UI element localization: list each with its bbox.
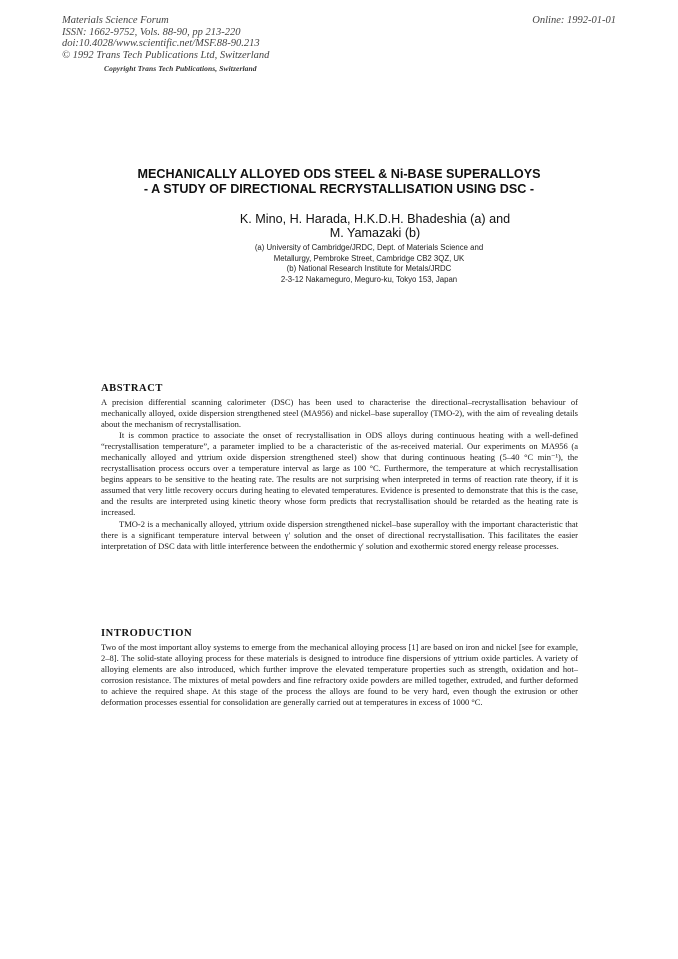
abstract-paragraph: TMO-2 is a mechanically alloyed, yttrium oxide dispersion strengthened nickel–base superalloy with the important characteristic that there is a significant temperature interval between γ′ solution and the onset of directional recrystallisation. This facilitates the easier interpretation of DSC data with little interference between the endothermic γ′ solution and exothermic stored energy release processes. <box>101 518 578 551</box>
abstract-paragraph: It is common practice to associate the onset of recrystallisation in ODS alloys during continuous heating with a well-defined “recrystallisation temperature”, a parameter implied to be a characteristic of the as-received material. Our experiments on MA956 (a mechanically alloyed and yttrium oxide dispersion strengthened steel) show that during continuous heating (5–40 °C min⁻¹), the recrystallisation process occurs over a temperature interval as large as 100 °C. Furthermore, the temperature at which recrystallisation begins appears to be sensitive to the heating rate. The results are not surprising when interpreted in terms of reaction rate theory, if it is assumed that very little recovery occurs during heating to elevated temperatures. Evidence is presented to demonstrate that this is the case, and the results are interpreted using kinetic theory whose form predicts that recrystallisation should be retarded as the heating rate is increased. <box>101 430 578 518</box>
copyright-notice: Copyright Trans Tech Publications, Switzerland <box>104 64 257 73</box>
introduction-heading: INTRODUCTION <box>101 628 193 639</box>
authors-line-2: M. Yamazaki (b) <box>329 226 421 240</box>
author-list <box>0 212 678 240</box>
issn-line: ISSN: 1662-9752, Vols. 88-90, pp 213-220 <box>62 26 241 38</box>
online-date: Online: 1992-01-01 <box>532 15 616 26</box>
copyright-line: © 1992 Trans Tech Publications Ltd, Switzerland <box>62 49 270 61</box>
paper-title <box>0 167 678 197</box>
affiliation-line: (a) University of Cambridge/JRDC, Dept. of Materials Science and <box>254 243 484 252</box>
journal-name: Materials Science Forum <box>62 15 169 26</box>
introduction-paragraph: Two of the most important alloy systems to emerge from the mechanical alloying process [1] are based on iron and nickel [see for example, 2–8]. The solid-state alloying process for these materials is designed to introduce fine dispersions of yttrium oxide particles. A variety of alloying elements are also introduced, which further improve the elevated temperature properties such as strength, oxidation and hot–corrosion resistance. The mixtures of metal powders and fine refractory oxide powders are milled together, extruded, and further deformed to achieve the required shape. At this stage of the process the alloys are found to be very hard, even though the extrusion or other deformation processes essential for consolidation are generally carried out at temperatures in excess of 1000 °C. <box>101 642 578 708</box>
affiliation-line: 2-3-12 Nakameguro, Meguro-ku, Tokyo 153, Japan <box>280 274 458 284</box>
affiliation-line: Metallurgy, Pembroke Street, Cambridge CB2 3QZ, UK <box>273 253 465 263</box>
introduction-body <box>101 642 578 708</box>
authors-line-1: K. Mino, H. Harada, H.K.D.H. Bhadeshia (a) and <box>239 212 511 226</box>
abstract-heading: ABSTRACT <box>101 383 163 394</box>
abstract-body <box>101 397 578 552</box>
title-line-1: MECHANICALLY ALLOYED ODS STEEL & Ni-BASE SUPERALLOYS <box>137 167 541 181</box>
doi-link[interactable]: doi:10.4028/www.scientific.net/MSF.88-90.213 <box>62 38 260 49</box>
affiliation-line: (b) National Research Institute for Metals/JRDC <box>286 264 452 274</box>
abstract-paragraph: A precision differential scanning calorimeter (DSC) has been used to characterise the directional–recrystallisation behaviour of mechanically alloyed, oxide dispersion strengthened steel (MA956) and nickel–base superalloy (TMO-2), with the aim of revealing details about the mechanism of recrystallisation. <box>101 397 578 430</box>
title-line-2: - A STUDY OF DIRECTIONAL RECRYSTALLISATION USING DSC - <box>143 182 535 196</box>
affiliations <box>0 243 678 285</box>
